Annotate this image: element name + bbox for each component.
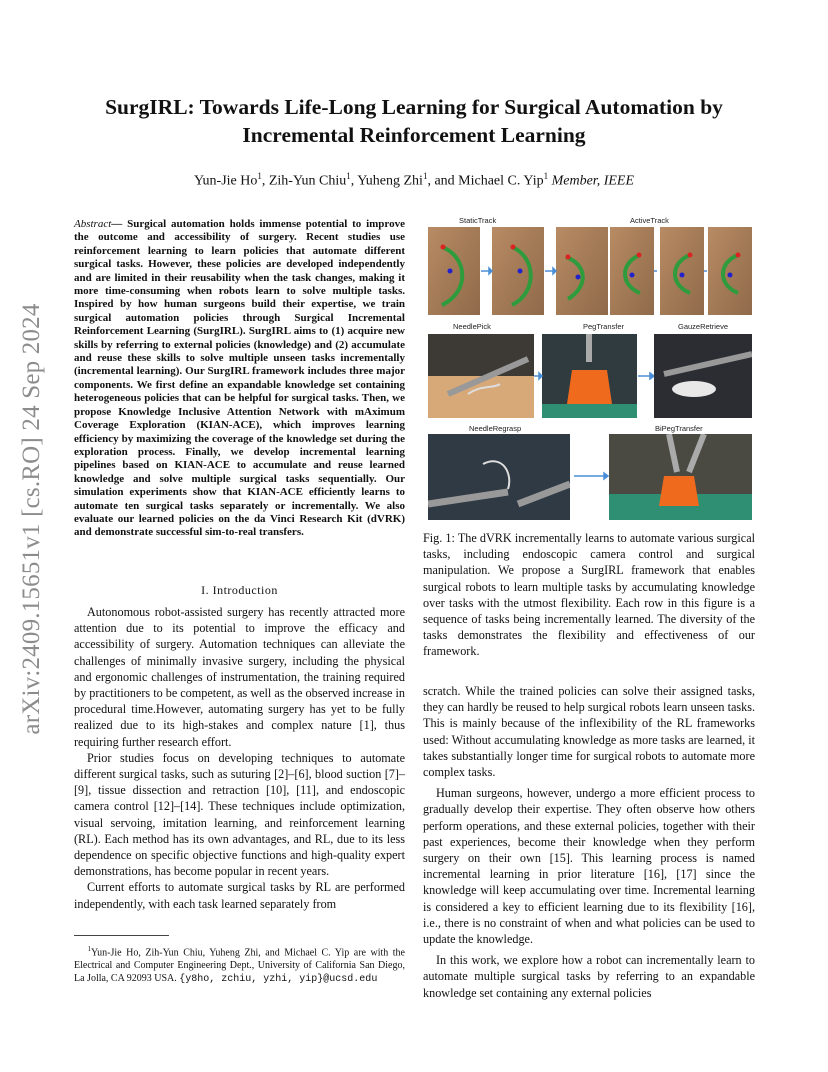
tracking-sequence-panel <box>428 227 752 315</box>
label-active-track: ActiveTrack <box>630 216 669 225</box>
right-column-body <box>423 683 755 1001</box>
body-paragraph: Human surgeons, however, undergo a more efficient process to gradually develop their expertise. They often observe how others perform operations, and these external policies, together with their past experiences, become their knowledge when they perform surgery on their own [15]. This learning process is named incremental learning in prior literature [16], [17] since the knowledge will keep accumulating over time. Incremental learning is considered a key to efficient learning due to its flexibility [16], i.e., there is no constraint of when and what policies can be used to update the knowledge. <box>423 786 755 947</box>
static-track-frame-1 <box>428 227 480 315</box>
gauze-retrieve-image <box>654 334 752 418</box>
title-line-1: SurgIRL: Towards Life-Long Learning for Surgical Automation by <box>105 95 723 119</box>
abstract <box>74 218 405 540</box>
author-2: Zih-Yun Chiu <box>268 173 347 189</box>
intro-paragraph: Autonomous robot-assisted surgery has recently attracted more attention due to its potential to improve the efficacy and accessibility of surgery. Automation techniques can alleviate the challenges of minimally invasive surgery, including the physical and ergonomic challenges of instrumentation, the training required by practitioners to be competent, as well as the observed increase in procedural time.However, automating surgery has yet to be fully realized due to its high-stakes and complex nature [1], thus requiring further research effort. <box>74 605 405 749</box>
static-track-frame-2 <box>492 227 544 315</box>
label-static-track: StaticTrack <box>459 216 497 225</box>
bipeg-transfer-image <box>609 434 752 520</box>
intro-paragraph: Prior studies focus on developing techniques to automate different surgical tasks, such as suturing [2]–[6], blood suction [7]–[9], tissue dissection and retraction [10], [11], and endoscopic camera control [12]–[14]. These techniques include optimization, visual servoing, imitation learning, and reinforcement learning (RL). Each method has its own advantages, and RL, due to its less dependence on specific objective functions and high-quality expert demonstrations, has become popular in recent years. <box>74 750 405 879</box>
title-line-2: Incremental Reinforcement Learning <box>242 123 586 147</box>
author-4: and Michael C. Yip <box>434 173 544 189</box>
figure-caption: Fig. 1: The dVRK incrementally learns to automate various surgical tasks, including endoscopic camera control and surgical manipulation. We propose a SurgIRL framework that enables surgical robots to learn multiple tasks by accumulating knowledge over tasks with the utmost flexibility. Each row in this figure is a sequence of tasks being incrementally learned. The diversity of the tasks demonstrates the flexibility and effectiveness of our framework. <box>423 531 755 659</box>
needle-regrasp-image <box>428 434 570 520</box>
footnote-text: Yun-Jie Ho, Zih-Yun Chiu, Yuheng Zhi, and Michael C. Yip are with the Electrical and Computer Engineering Dept., University of California San Diego, La Jolla, CA 92093 USA. <box>74 947 405 984</box>
author-1: Yun-Jie Ho <box>193 173 258 189</box>
active-track-frame-1 <box>556 227 608 315</box>
intro-paragraph: Current efforts to automate surgical tasks by RL are performed independently, with each task learned separately from <box>74 880 405 911</box>
figure-1 <box>423 214 756 526</box>
footnote: $^1$Yun-Jie Ho, Zih-Yun Chiu, Yuheng Zhi, and Michael C. Yip are with the Electrical and Computer Engineering Dept., University of California San Diego, La Jolla, CA 92093 USA. {y8ho, zchiu, yzhi, yip}@ucsd.edu <box>74 945 405 985</box>
footnote-emails: {y8ho, zchiu, yzhi, yip}@ucsd.edu <box>179 973 378 985</box>
label-gauze-retrieve: GauzeRetrieve <box>678 322 729 331</box>
body-paragraph: In this work, we explore how a robot can incrementally learn to automate multiple surgical tasks by referring to an expandable knowledge set containing any external policies <box>423 953 755 1000</box>
body-paragraph: scratch. While the trained policies can solve their assigned tasks, they can hardly be reused to help surgical robots learn unseen tasks. This is mainly because of the inflexibility of the RL frameworks used: Without accumulating knowledge as more tasks are learned, it takes substantially longer time for surgical robots to automate more complex tasks. <box>423 684 755 780</box>
author-list: Yun-Jie Ho$^1$, Zih-Yun Chiu$^1$, Yuheng Zhi$^1$, and Michael C. Yip$^1$ Member, IEEE <box>193 171 635 189</box>
needle-pick-image <box>428 334 534 418</box>
footnote-divider <box>74 935 169 936</box>
author-3: Yuheng Zhi <box>357 173 423 189</box>
arxiv-identifier-stamp: arXiv:2409.15651v1 [cs.RO] 24 Sep 2024 <box>18 303 45 735</box>
author-membership: Member, IEEE <box>551 173 635 189</box>
abstract-label: Abstract <box>74 218 112 230</box>
section-heading-introduction: I. Introduction <box>201 583 278 597</box>
paper-title <box>60 93 768 149</box>
label-bipeg-transfer: BiPegTransfer <box>655 424 703 433</box>
label-needle-regrasp: NeedleRegrasp <box>469 424 522 433</box>
active-track-frame-2 <box>610 227 654 315</box>
label-peg-transfer: PegTransfer <box>583 322 624 331</box>
label-needle-pick: NeedlePick <box>453 322 491 331</box>
active-track-frame-3 <box>660 227 704 315</box>
abstract-text: — Surgical automation holds immense potential to improve the outcome and accessibility of surgery. Recent studies use reinforcement learning to learn policies that automate different surgical tasks. However, these policies are developed independently and are limited in their reusability when the task changes, making it more time-consuming when robots learn to solve multiple tasks. Inspired by how human surgeons build their expertise, we train surgical automation policies through Surgical Incremental Reinforcement Learning (SurgIRL). SurgIRL aims to (1) acquire new skills by referring to external policies (knowledge) and (2) accumulate and reuse these skills to solve multiple unseen tasks incrementally (incremental learning). Our SurgIRL framework includes three major components. We first define an expandable knowledge set containing heterogeneous policies that can be helpful for surgical tasks. Then, we propose Knowledge Inclusive Attention Network with mAximum Coverage Exploration (KIAN-ACE), which improves learning efficiency by maximizing the coverage of the knowledge set during the exploration process. Finally, we develop incremental learning pipelines based on KIAN-ACE to accumulate and reuse learned knowledge and solve multiple surgical tasks sequentially. Our simulation experiments show that KIAN-ACE efficiently learns to automate ten surgical tasks separately or incrementally. We also evaluate our learned policies on the da Vinci Research Kit (dVRK) and demonstrate successful sim-to-real transfers. <box>74 218 405 539</box>
introduction-body <box>74 604 405 912</box>
active-track-frame-4 <box>708 227 752 315</box>
